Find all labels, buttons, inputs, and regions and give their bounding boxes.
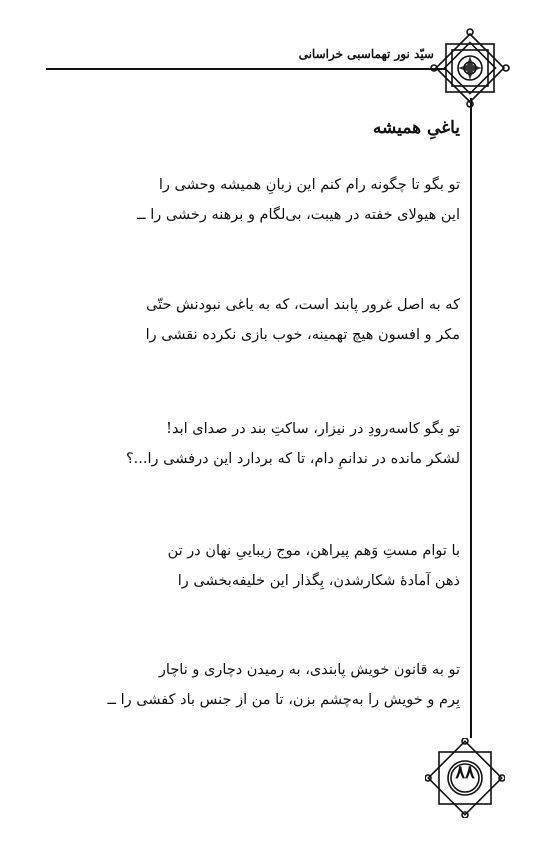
- running-head: سیّد نور تهماسبی خراسانی: [298, 47, 434, 61]
- stanza: [80, 414, 460, 474]
- margin-rule: [470, 98, 472, 738]
- verse-line: ذهن آمادهٔ شکارشدن، بِگذار این خلیفه‌بخشی را: [177, 573, 460, 589]
- verse-line: که به اصل غرور پابند است، که به یاغی نبودنش حتّی: [146, 297, 460, 313]
- verse-line: مکر و افسون هیچ تهمینه، خوب بازی نکرده نقشی را: [145, 327, 460, 343]
- stanza: [80, 290, 460, 350]
- verse-line: تو بگو تا چگونه رام کنم این زبانِ همیشه وحشی را: [158, 177, 460, 193]
- verse-line: تو به قانون خویش پابندی، به رمیدن دچاری و ناچار: [158, 662, 460, 678]
- verse-line: این هیولای خفته در هیبت، بی‌لگام و برهنه رخشی را ــ: [137, 207, 460, 223]
- verse-line: بِرم و خویش را به‌چشم بزن، تا من از جنس باد کفشی را ــ: [107, 692, 460, 708]
- verse-line: لشکر مانده در ندانمِ دام، تا که بردارد این درفشی را...؟: [125, 451, 460, 467]
- verse-line: تو بگو کاسه‌رودِ در نیزار، ساکتِ بند در صدای ابد!: [166, 421, 460, 437]
- stanza: [80, 170, 460, 230]
- page-number: ۸۸: [455, 762, 475, 783]
- stanza: [80, 655, 460, 715]
- header-rule: [46, 68, 446, 70]
- stanza: [80, 536, 460, 596]
- poem-title: یاغیِ همیشه: [372, 118, 460, 138]
- verse-line: با توام مستِ وَهم پیراهن، موج زیباییِ نهان در تن: [167, 543, 460, 559]
